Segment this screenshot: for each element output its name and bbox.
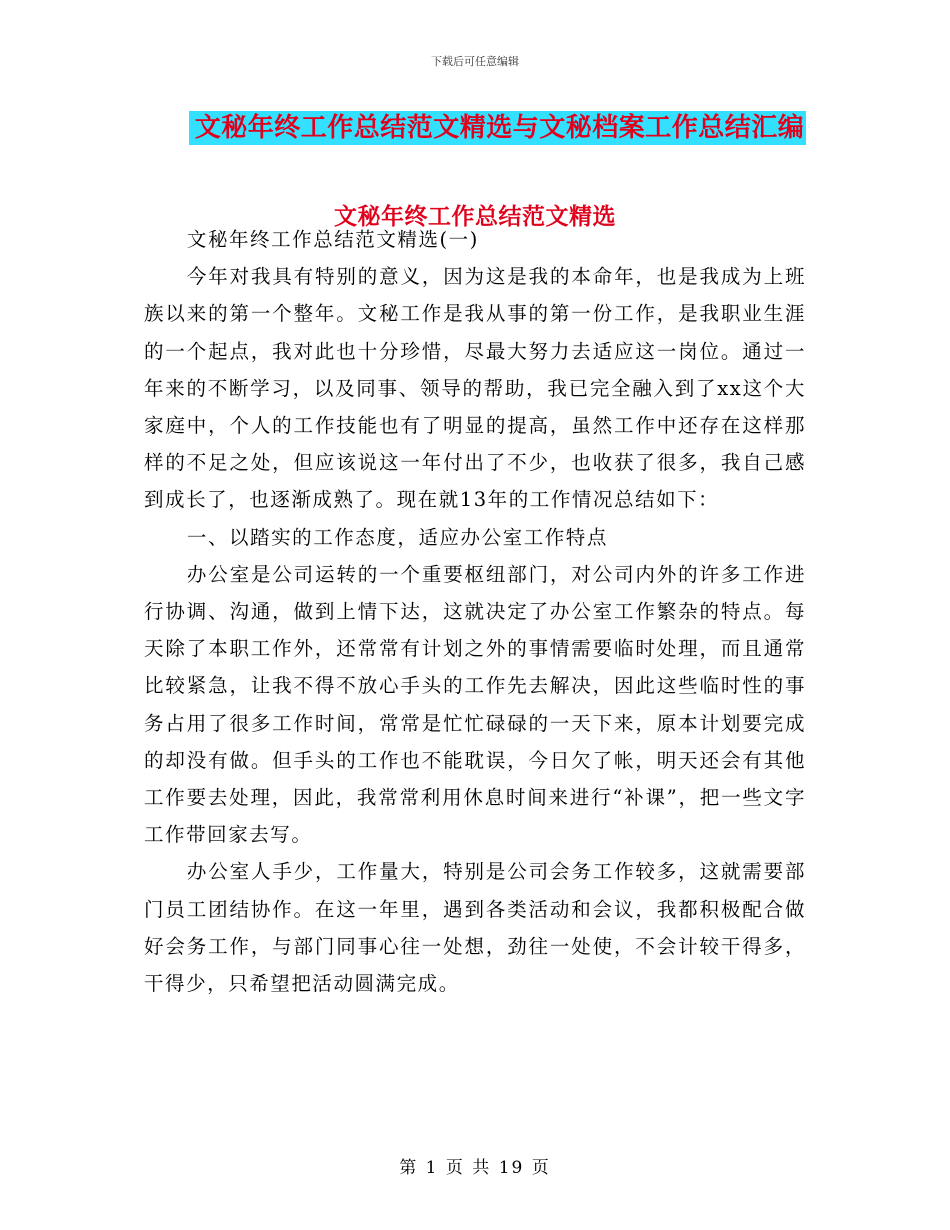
page-footer: 第 1 页 共 19 页 [399,1158,551,1178]
document-body [144,221,806,1002]
paragraph-heading: 文秘年终工作总结范文精选(一) [186,228,479,251]
section-title: 文秘年终工作总结范文精选 [334,203,616,230]
paragraph: 办公室人手少，工作量大，特别是公司会务工作较多，这就需要部门员工团结协作。在这一年里，遇到各类活动和会议，我都积极配合做好会务工作，与部门同事心往一处想，劲往一处使，不会计较干得多，干得少，只希望把活动圆满完成。 [144,860,806,996]
paragraph-subheading: 一、以踏实的工作态度，适应办公室工作特点 [186,525,608,549]
header-note: 下载后可任意编辑 [431,55,519,68]
main-title-container [0,111,950,145]
paragraph: 今年对我具有特别的意义，因为这是我的本命年，也是我成为上班族以来的第一个整年。文秘工作是我从事的第一份工作，是我职业生涯的一个起点，我对此也十分珍惜，尽最大努力去适应这一岗位。通过一年来的不断学习，以及同事、领导的帮助，我已完全融入到了xx这个大家庭中，个人的工作技能也有了明显的提高，虽然工作中还存在这样那样的不足之处，但应该说这一年付出了不少，也收获了很多，我自己感到成长了，也逐渐成熟了。现在就13年的工作情况总结如下： [144,265,806,512]
main-title: 文秘年终工作总结范文精选与文秘档案工作总结汇编 [189,111,807,145]
paragraph: 办公室是公司运转的一个重要枢纽部门，对公司内外的许多工作进行协调、沟通，做到上情下达，这就决定了办公室工作繁杂的特点。每天除了本职工作外，还常常有计划之外的事情需要临时处理，而且通常比较紧急，让我不得不放心手头的工作先去解决，因此这些临时性的事务占用了很多工作时间，常常是忙忙碌碌的一天下来，原本计划要完成的却没有做。但手头的工作也不能耽误，今日欠了帐，明天还会有其他工作要去处理，因此，我常常利用休息时间来进行“补课”，把一些文字工作带回家去写。 [144,562,806,847]
